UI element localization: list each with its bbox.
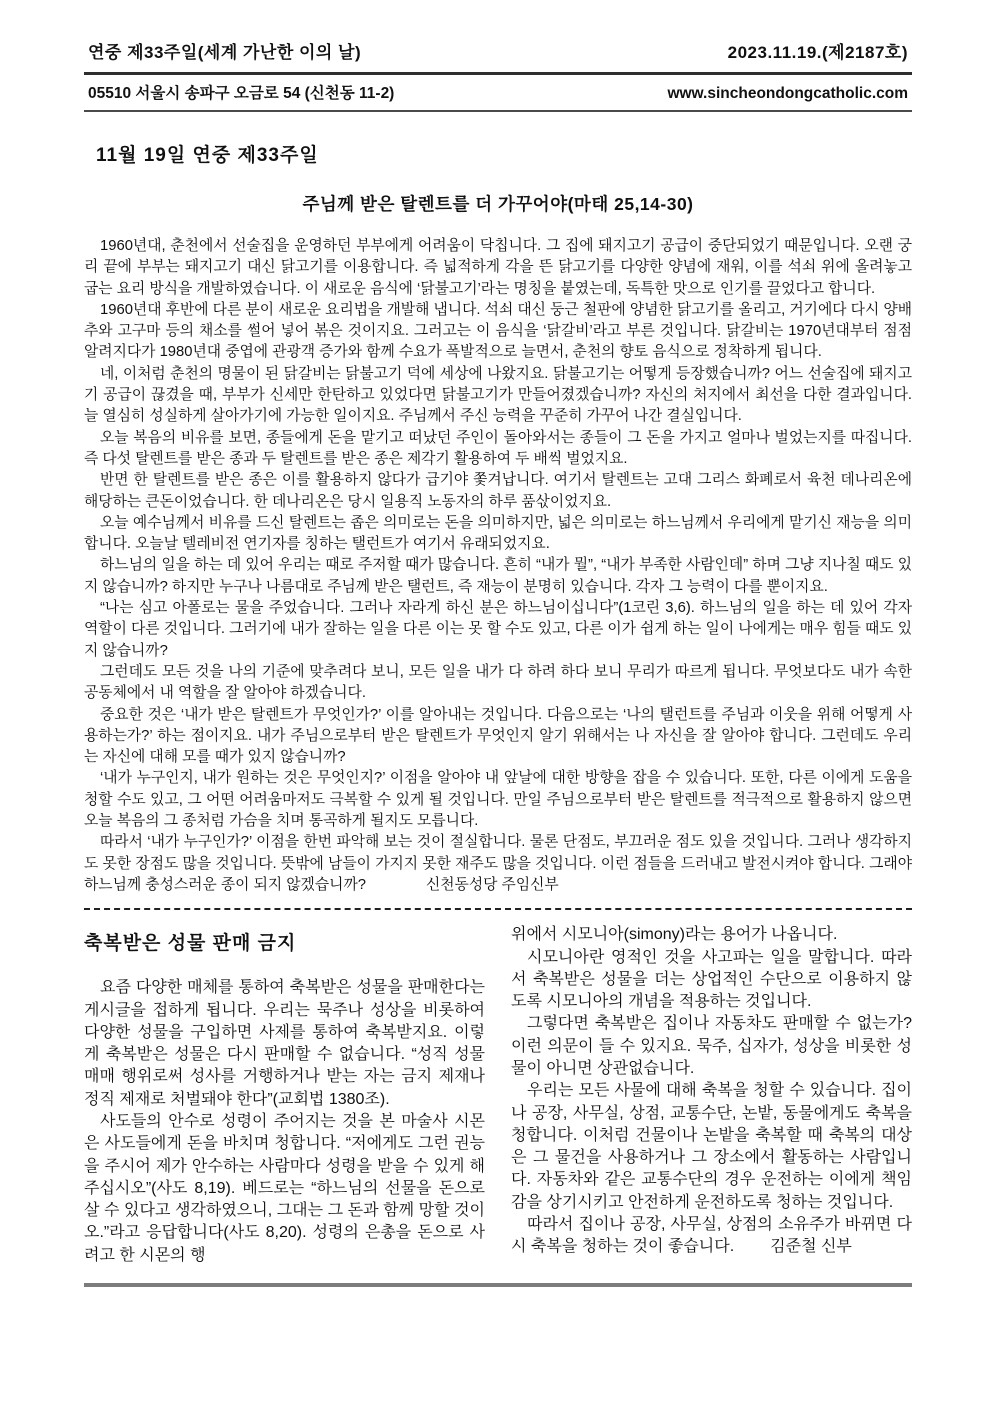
notice-author-signature: 김준철 신부 (770, 1238, 852, 1256)
article-paragraph: 1960년대, 춘천에서 선술집을 운영하던 부부에게 어려움이 닥칩니다. 그 집에 돼지고기 공급이 중단되었기 때문입니다. 오랜 궁리 끝에 부부는 돼지고기 대신 닭고기를 이용합니다. 즉 넓적하게 각을 뜬 닭고기를 다양한 양념에 재워, 이를 석쇠 위에 올려놓고 굽는 요리 방식을 개발하였습니다. 이 새로운 음식에 ‘닭불고기’라는 명칭을 붙였는데, 독특한 맛으로 인기를 끌었다고 합니다. (84, 238, 912, 297)
article-paragraph-text: 따라서 ‘내가 누구인가?’ 이점을 한번 파악해 보는 것이 절실합니다. 물론 단점도, 부끄러운 점도 있을 것입니다. 그러나 생각하지도 못한 장점도 많을 것입니다. 뜻밖에 남들이 가지지 못한 재주도 많을 것입니다. 이런 점들을 드러내고 발전시켜야 합니다. 그래야 하느님께 충성스러운 종이 되지 않겠습니까? (84, 834, 912, 893)
notice-paragraph: 사도들의 안수로 성령이 주어지는 것을 본 마술사 시몬은 사도들에게 돈을 바치며 청합니다. “저에게도 그런 권능을 주시어 제가 안수하는 사람마다 성령을 받을 수 있게 해 주십시오”(사도 8,19). 베드로는 “하느님의 선물을 돈으로 살 수 있다고 생각하였으니, 그대는 그 돈과 함께 망할 것이오.”라고 응답합니다(사도 8,20). 성령의 은총을 돈으로 사려고 한 시몬의 행 (84, 1112, 485, 1264)
article-paragraph: 오늘 복음의 비유를 보면, 종들에게 돈을 맡기고 떠났던 주인이 돌아와서는 종들이 그 돈을 가지고 얼마나 벌었는지를 따집니다. 즉 다섯 탈렌트를 받은 종과 두 탈렌트를 받은 종은 제각기 활용하여 두 배씩 벌었지요. (84, 429, 912, 467)
notice-paragraph: 위에서 시모니아(simony)라는 용어가 나옵니다. (511, 926, 838, 944)
article-paragraph: 반면 한 탈렌트를 받은 종은 이를 활용하지 않다가 급기야 쫓겨납니다. 여기서 탈렌트는 고대 그리스 화폐로서 육천 데나리온에 해당하는 큰돈이었습니다. 한 데나리온은 당시 일용직 노동자의 하루 품삯이었지요. (84, 472, 912, 510)
article-paragraph: 오늘 예수님께서 비유를 드신 탈렌트는 좁은 의미로는 돈을 의미하지만, 넓은 의미로는 하느님께서 우리에게 맡기신 재능을 의미합니다. 오늘날 텔레비전 연기자를 칭하는 탤런트가 여기서 유래되었지요. (84, 514, 912, 553)
issue-date-number: 2023.11.19.(제2187호) (727, 43, 908, 62)
article-paragraph: ‘내가 누구인지, 내가 원하는 것은 무엇인지?’ 이점을 알아야 내 앞날에 대한 방향을 잡을 수 있습니다. 또한, 다른 이에게 도움을 청할 수도 있고, 그 어떤 어려움마저도 극복할 수 있게 될 것입니다. 만일 주님으로부터 받은 탈렌트를 적극적으로 활용하지 않으면 오늘 복음의 그 종처럼 가슴을 치며 통곡하게 될지도 모릅니다. (84, 770, 912, 830)
notice-paragraph: 우리는 모든 사물에 대해 축복을 청할 수 있습니다. 집이나 공장, 사무실, 상점, 교통수단, 논밭, 동물에게도 축복을 청합니다. 이처럼 건물이나 논밭을 축복할 때 축복의 대상은 그 물건을 사용하거나 그 장소에서 활동하는 사람입니다. 자동차와 같은 교통수단의 경우 운전하는 이에게 책임감을 상기시키고 안전하게 운전하도록 청하는 것입니다. (511, 1082, 912, 1211)
article-paragraph: 하느님의 일을 하는 데 있어 우리는 때로 주저할 때가 많습니다. 흔히 “내가 뭘”, “내가 부족한 사람인데” 하며 그냥 지나칠 때도 있지 않습니까? 하지만 누구나 나름대로 주님께 받은 탤런트, 즉 재능이 분명히 있습니다. 각자 그 능력이 다를 뿐이지요. (84, 557, 912, 595)
article-date-title: 11월 19일 연중 제33주일 (96, 145, 319, 166)
article-headline: 주님께 받은 탈렌트를 더 가꾸어야(마태 25,14-30) (302, 194, 694, 214)
article-body (84, 236, 912, 896)
section-divider (84, 908, 912, 910)
notice-last-paragraph (511, 1214, 912, 1259)
footer-rule (84, 1283, 912, 1287)
article-paragraph: 1960년대 후반에 다른 분이 새로운 요리법을 개발해 냅니다. 석쇠 대신 둥근 철판에 양념한 닭고기를 올리고, 거기에다 다시 양배추와 고구마 등의 채소를 썰어 넣어 볶은 것이지요. 그러고는 이 음식을 ‘닭갈비’라고 부른 것입니다. 닭갈비는 1970년대부터 점점 알려지다가 1980년대 중엽에 관광객 증가와 함께 수요가 폭발적으로 늘면서, 춘천의 향토 음식으로 정착하게 됩니다. (84, 301, 912, 361)
parish-address: 05510 서울시 송파구 오금로 54 (신천동 11-2) (88, 85, 395, 102)
masthead-row-2 (84, 75, 912, 112)
article-paragraph: 중요한 것은 ‘내가 받은 탈렌트가 무엇인가?’ 이를 알아내는 것입니다. 다음으로는 ‘나의 탤런트를 주님과 이웃을 위해 어떻게 사용하는가?’ 하는 점이지요. 내가 주님으로부터 받은 탈렌트가 무엇인지 알기 위해서는 나 자신을 잘 알아야 합니다. 그런데도 우리는 자신에 대해 모를 때가 있지 않습니까? (84, 706, 912, 766)
parish-website: www.sincheondongcatholic.com (667, 85, 908, 102)
notice-section (84, 924, 912, 1267)
masthead-row-1 (84, 38, 912, 75)
article-author-signature: 신천동성당 주임신부 (425, 876, 559, 893)
edition-title: 연중 제33주일(세계 가난한 이의 날) (88, 43, 362, 62)
notice-paragraph: 그렇다면 축복받은 집이나 자동차도 판매할 수 없는가? 이런 의문이 들 수 있지요. 묵주, 십자가, 성상을 비롯한 성물이 아니면 상관없습니다. (511, 1015, 912, 1077)
article-paragraph: “나는 심고 아폴로는 물을 주었습니다. 그러나 자라게 하신 분은 하느님이십니다”(1코린 3,6). 하느님의 일을 하는 데 있어 각자 역할이 다른 것입니다. 그러기에 내가 잘하는 일을 다른 이는 못 할 수도 있고, 다른 이가 쉽게 하는 일이 나에게는 매우 힘들 때도 있지 않습니까? (84, 600, 912, 659)
article-last-paragraph (84, 832, 912, 896)
notice-column-left (84, 924, 485, 1267)
notice-paragraph: 요즘 다양한 매체를 통하여 축복받은 성물을 판매한다는 게시글을 접하게 됩니다. 우리는 묵주나 성상을 비롯하여 다양한 성물을 구입하면 사제를 통하여 축복받지요. 이렇게 축복받은 성물은 다시 판매할 수 없습니다. “성직 성물 매매 행위로써 성사를 거행하거나 받는 자는 금지 제재나 정직 제재로 처벌돼야 한다”(교회법 1380조). (84, 979, 485, 1108)
notice-title: 축복받은 성물 판매 금지 (84, 933, 297, 955)
notice-paragraph: 시모니아란 영적인 것을 사고파는 일을 말합니다. 따라서 축복받은 성물을 더는 상업적인 수단으로 이용하지 않도록 시모니아의 개념을 적용하는 것입니다. (511, 948, 912, 1011)
notice-column-right (511, 924, 912, 1267)
article-paragraph: 그런데도 모든 것을 나의 기준에 맞추려다 보니, 모든 일을 내가 다 하려 하다 보니 무리가 따르게 됩니다. 무엇보다도 내가 속한 공동체에서 내 역할을 잘 알아야 하겠습니다. (84, 663, 912, 702)
article-paragraph: 네, 이처럼 춘천의 명물이 된 닭갈비는 닭불고기 덕에 세상에 나왔지요. 닭불고기는 어떻게 등장했습니까? 어느 선술집에 돼지고기 공급이 끊겼을 때, 부부가 신세만 한탄하고 있었다면 닭불고기가 만들어졌겠습니까? 자신의 처지에서 최선을 다한 결과입니다. 늘 열심히 성실하게 살아가기에 가능한 일이지요. 주님께서 주신 능력을 꾸준히 가꾸어 나간 결실입니다. (84, 365, 912, 425)
notice-paragraph-text: 따라서 집이나 공장, 사무실, 상점의 소유주가 바뀌면 다시 축복을 청하는 것이 좋습니다. (511, 1216, 912, 1256)
